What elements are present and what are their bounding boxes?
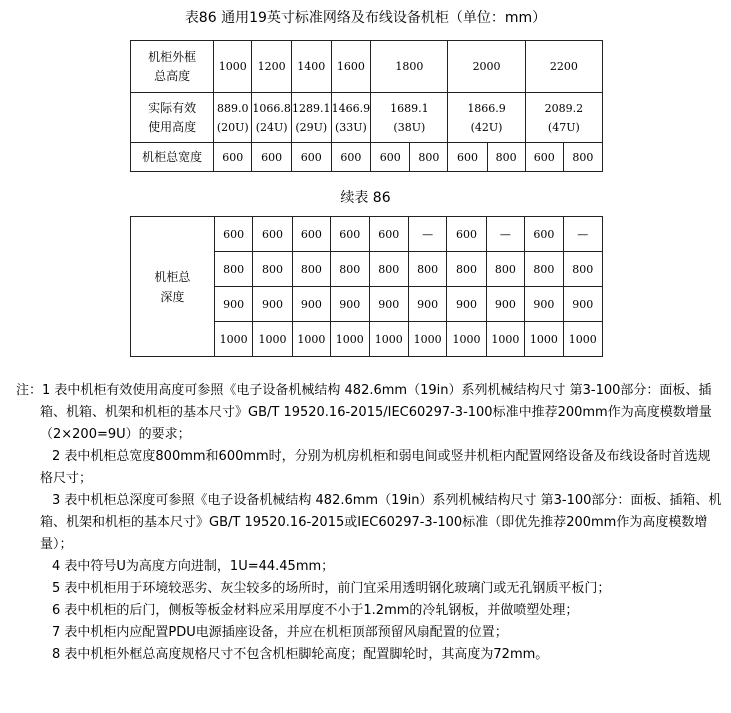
note-item: 4 表中符号U为高度方向进制，1U=44.45mm；: [52, 559, 335, 574]
depth-cell: 900: [331, 287, 369, 322]
depth-cell: 900: [214, 287, 252, 322]
depth-cell: 800: [292, 252, 330, 287]
usable-height-cell: 889.0 (20U): [214, 93, 252, 143]
depth-cell: 800: [253, 252, 292, 287]
cabinet-spec-table: [130, 40, 603, 172]
usable-height-cell: 1866.9 (42U): [448, 93, 525, 143]
width-cell: 600: [214, 143, 252, 172]
depth-cell: —: [563, 217, 602, 252]
depth-cell: 600: [331, 217, 369, 252]
depth-cell: —: [486, 217, 524, 252]
depth-cell: 900: [486, 287, 524, 322]
depth-cell: 800: [525, 252, 563, 287]
note-item: 8 表中机柜外框总高度规格尺寸不包含机柜脚轮高度；配置脚轮时，其高度为72mm。: [52, 647, 549, 662]
note-item: 注：1 表中机柜有效使用高度可参照《电子设备机械结构 482.6mm（19in）系列机械结构尺寸 第3-100部分：面板、插箱、机箱、机架和机柜的基本尺寸》GB/T 19520.16-2015/IEC60297-3-100标准中推荐200mm作为高度模数增量（2×200=9U）的要求；: [16, 383, 712, 442]
table-title: 表86 通用19英寸标准网络及布线设备机柜（单位：mm）: [184, 10, 547, 26]
depth-cell: 1000: [369, 322, 408, 357]
width-cell: 600: [448, 143, 487, 172]
depth-cell: 1000: [292, 322, 330, 357]
depth-cell: 1000: [563, 322, 602, 357]
height-cell: 2200: [525, 41, 602, 93]
usable-height-cell: 1066.8 (24U): [252, 93, 292, 143]
note-item: 6 表中机柜的后门，侧板等板金材料应采用厚度不小于1.2mm的冷轧钢板，并做喷塑处理；: [52, 603, 579, 618]
depth-cell: 800: [563, 252, 602, 287]
depth-cell: 900: [525, 287, 563, 322]
depth-cell: 800: [447, 252, 486, 287]
depth-cell: 900: [408, 287, 446, 322]
depth-cell: 600: [447, 217, 486, 252]
height-cell: 1400: [291, 41, 331, 93]
depth-cell: 800: [369, 252, 408, 287]
depth-cell: 600: [369, 217, 408, 252]
depth-cell: 800: [214, 252, 252, 287]
width-cell: 800: [487, 143, 525, 172]
notes-section: [0, 380, 731, 666]
depth-cell: 600: [292, 217, 330, 252]
depth-cell: 1000: [525, 322, 563, 357]
cabinet-depth-table: [130, 216, 603, 357]
width-cell: 800: [410, 143, 448, 172]
note-item: 7 表中机柜内应配置PDU电源插座设备，并应在机柜顶部预留风扇配置的位置；: [52, 625, 508, 640]
depth-cell: 800: [486, 252, 524, 287]
height-cell: 1600: [331, 41, 371, 93]
depth-cell: 900: [369, 287, 408, 322]
depth-cell: 800: [408, 252, 446, 287]
width-cell: 600: [371, 143, 410, 172]
continued-table-title: 续表 86: [340, 190, 391, 206]
depth-cell: 600: [525, 217, 563, 252]
depth-cell: 1000: [408, 322, 446, 357]
depth-cell: 900: [292, 287, 330, 322]
width-cell: 800: [563, 143, 602, 172]
usable-height-cell: 2089.2 (47U): [525, 93, 602, 143]
height-cell: 1000: [214, 41, 252, 93]
depth-cell: 900: [447, 287, 486, 322]
width-cell: 600: [525, 143, 563, 172]
row-label-total-depth: 机柜总 深度: [131, 217, 215, 357]
depth-cell: 1000: [214, 322, 252, 357]
note-item: 5 表中机柜用于环境较恶劣、灰尘较多的场所时，前门宜采用透明钢化玻璃门或无孔钢质平板门；: [52, 581, 611, 596]
usable-height-cell: 1466.9 (33U): [331, 93, 371, 143]
depth-cell: 600: [253, 217, 292, 252]
usable-height-cell: 1689.1 (38U): [371, 93, 448, 143]
row-label-outer-height: 机柜外框 总高度: [131, 41, 214, 93]
depth-cell: 1000: [447, 322, 486, 357]
width-cell: 600: [291, 143, 331, 172]
height-cell: 1200: [252, 41, 292, 93]
depth-cell: 900: [563, 287, 602, 322]
width-cell: 600: [252, 143, 292, 172]
row-label-usable-height: 实际有效 使用高度: [131, 93, 214, 143]
depth-cell: 1000: [486, 322, 524, 357]
depth-cell: 900: [253, 287, 292, 322]
depth-cell: 600: [214, 217, 252, 252]
height-cell: 2000: [448, 41, 525, 93]
note-item: 3 表中机柜总深度可参照《电子设备机械结构 482.6mm（19in）系列机械结构尺寸 第3-100部分：面板、插箱、机箱、机架和机柜的基本尺寸》GB/T 19520.16-2015或IEC60297-3-100标准（即优先推荐200mm作为高度模数增量）；: [40, 493, 722, 552]
width-cell: 600: [331, 143, 371, 172]
height-cell: 1800: [371, 41, 448, 93]
depth-cell: 1000: [331, 322, 369, 357]
depth-cell: 1000: [253, 322, 292, 357]
depth-cell: 800: [331, 252, 369, 287]
row-label-total-width: 机柜总宽度: [131, 143, 214, 172]
usable-height-cell: 1289.1 (29U): [291, 93, 331, 143]
depth-cell: —: [408, 217, 446, 252]
note-item: 2 表中机柜总宽度800mm和600mm时，分别为机房机柜和弱电间或竖井机柜内配置网络设备及布线设备时首选规格尺寸；: [40, 449, 711, 486]
